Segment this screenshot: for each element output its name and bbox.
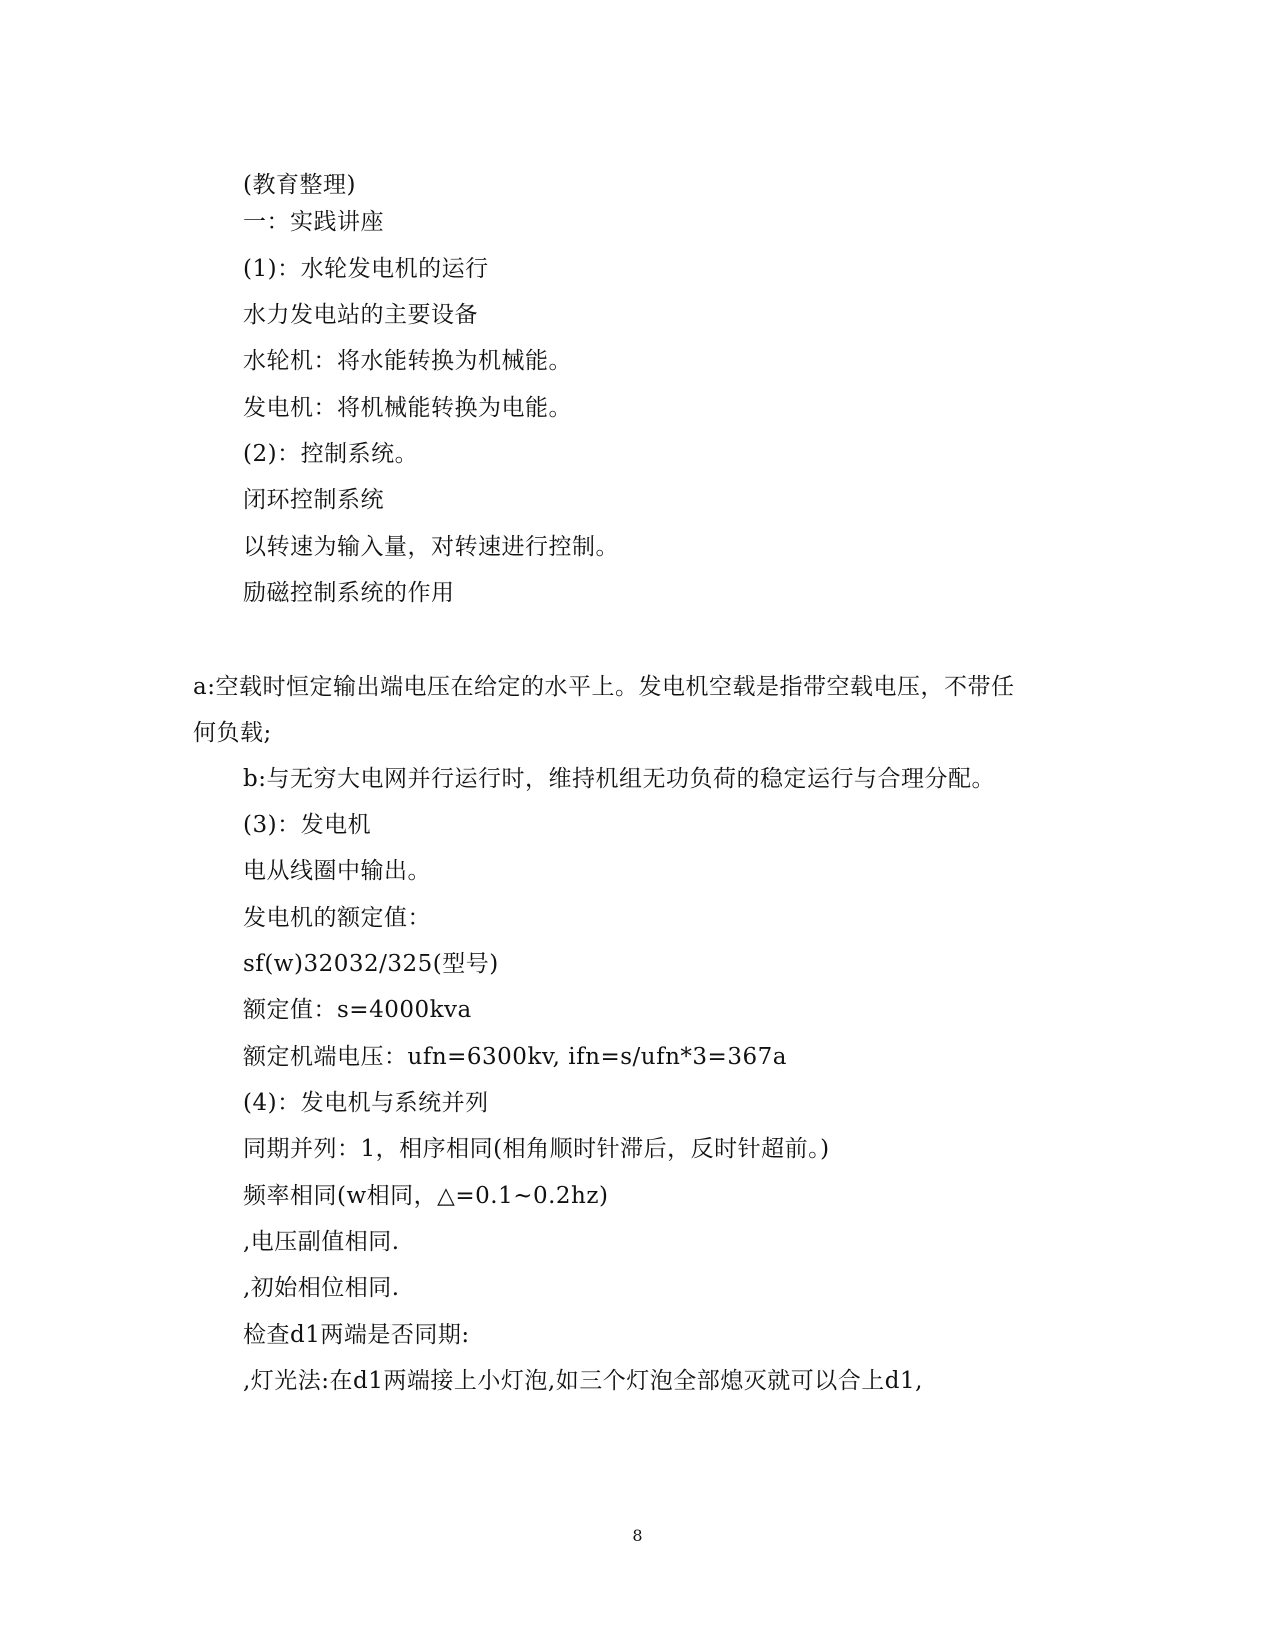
text-line: 水轮机：将水能转换为机械能。 [243,348,572,374]
text-line: ,电压副值相同. [243,1229,400,1255]
text-line: sf(w)32032/325(型号) [243,951,499,977]
text-line: 检查d1两端是否同期: [243,1322,470,1348]
text-line: 频率相同(w相同，△=0.1~0.2hz) [243,1183,609,1209]
text-line: 同期并列：1，相序相同(相角顺时针滞后，反时针超前。) [243,1136,830,1162]
subsection-heading: (4)：发电机与系统并列 [243,1090,489,1116]
text-line: 以转速为输入量，对转速进行控制。 [243,534,619,560]
text-line: (教育整理) [243,172,356,198]
subsection-heading: (3)：发电机 [243,812,372,838]
text-line: 水力发电站的主要设备 [243,302,478,328]
text-line: a:空载时恒定输出端电压在给定的水平上。发电机空载是指带空载电压，不带任 [193,674,1015,700]
text-line: ,灯光法:在d1两端接上小灯泡,如三个灯泡全部熄灭就可以合上d1, [243,1368,923,1394]
section-heading: 一：实践讲座 [243,209,384,235]
subsection-heading: (2)：控制系统。 [243,441,419,467]
text-line: 励磁控制系统的作用 [243,580,455,606]
text-line: 发电机的额定值： [243,905,431,931]
text-line: 闭环控制系统 [243,487,384,513]
subsection-heading: (1)：水轮发电机的运行 [243,256,489,282]
text-line: 发电机：将机械能转换为电能。 [243,395,572,421]
text-line: 电从线圈中输出。 [243,858,431,884]
text-line: ,初始相位相同. [243,1275,400,1301]
page-number: 8 [632,1526,643,1545]
text-line: 额定值：s=4000kva [243,997,472,1023]
text-line: b:与无穷大电网并行运行时，维持机组无功负荷的稳定运行与合理分配。 [243,766,995,792]
text-line: 额定机端电压：ufn=6300kv, ifn=s/ufn*3=367a [243,1044,787,1070]
text-line: 何负载; [193,720,272,746]
